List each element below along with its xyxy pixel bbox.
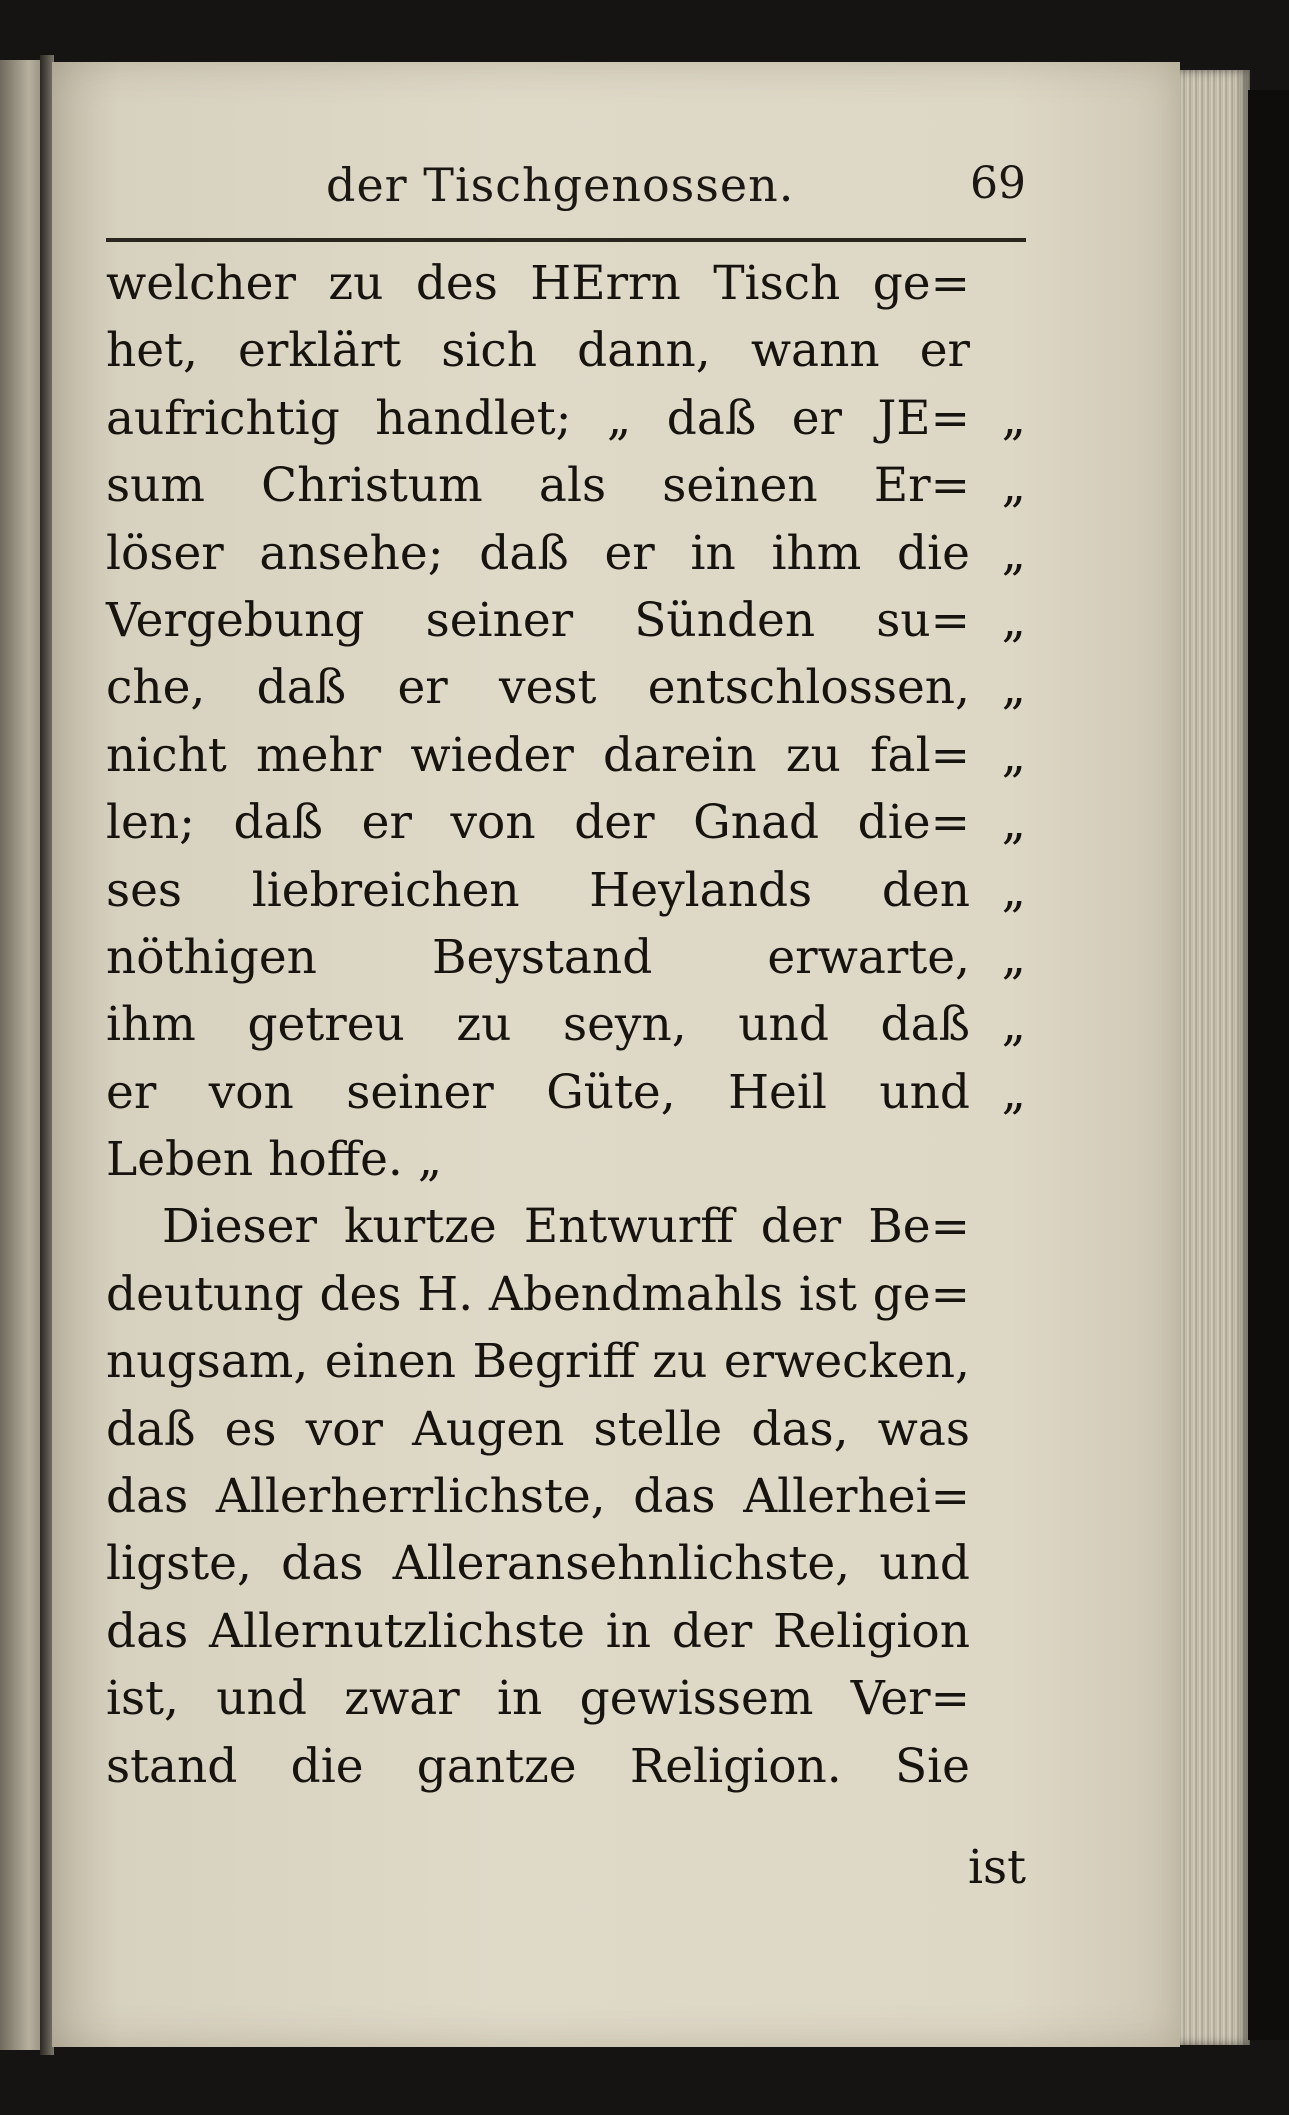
book-cover-edge (1248, 90, 1289, 2040)
text-line: Vergebung seiner Sünden su= „ (106, 592, 1026, 648)
text-line: aufrichtig handlet; „ daß er JE= „ (106, 390, 1026, 446)
text-line: deutung des H. Abendmahls ist ge= (106, 1266, 970, 1322)
body-text (106, 250, 1026, 1800)
text-line: che, daß er vest entschlossen, „ (106, 660, 1026, 716)
text-line: daß es vor Augen stelle das, was (106, 1401, 970, 1457)
text-line: stand die gantze Religion. Sie (106, 1738, 970, 1794)
text-line: Dieser kurtze Entwurff der Be= (162, 1199, 970, 1255)
text-line: er von seiner Güte, Heil und „ (106, 1064, 1026, 1120)
text-line: das Allerherrlichste, das Allerhei= (106, 1469, 970, 1525)
text-line: nöthigen Beystand erwarte, „ (106, 929, 1026, 985)
running-head: der Tischgenossen. (326, 158, 795, 212)
text-line: löser ansehe; daß er in ihm die „ (106, 525, 1026, 581)
page-header (106, 150, 1026, 228)
text-line: ligste, das Alleransehnlichste, und (106, 1536, 970, 1592)
page-number: 69 (970, 158, 1026, 209)
text-line: sum Christum als seinen Er= „ (106, 458, 1026, 514)
text-line: welcher zu des HErrn Tisch ge= (106, 256, 970, 311)
text-line: ist, und zwar in gewissem Ver= (106, 1671, 970, 1727)
text-line: ses liebreichen Heylands den „ (106, 862, 1026, 918)
text-line: het, erklärt sich dann, wann er (106, 323, 970, 379)
text-line: Leben hoffe. „ (106, 1132, 443, 1188)
text-line: ihm getreu zu seyn, und daß „ (106, 997, 1026, 1053)
text-line: das Allernutzlichste in der Religion (106, 1603, 970, 1659)
text-line: nugsam, einen Begriff zu erwecken, (106, 1334, 970, 1390)
catchword: ist (967, 1840, 1026, 1895)
page-edges (1180, 70, 1250, 2045)
text-line: nicht mehr wieder darein zu fal= „ (106, 727, 1026, 783)
text-line: len; daß er von der Gnad die= „ (106, 795, 1026, 851)
header-rule (106, 238, 1026, 242)
